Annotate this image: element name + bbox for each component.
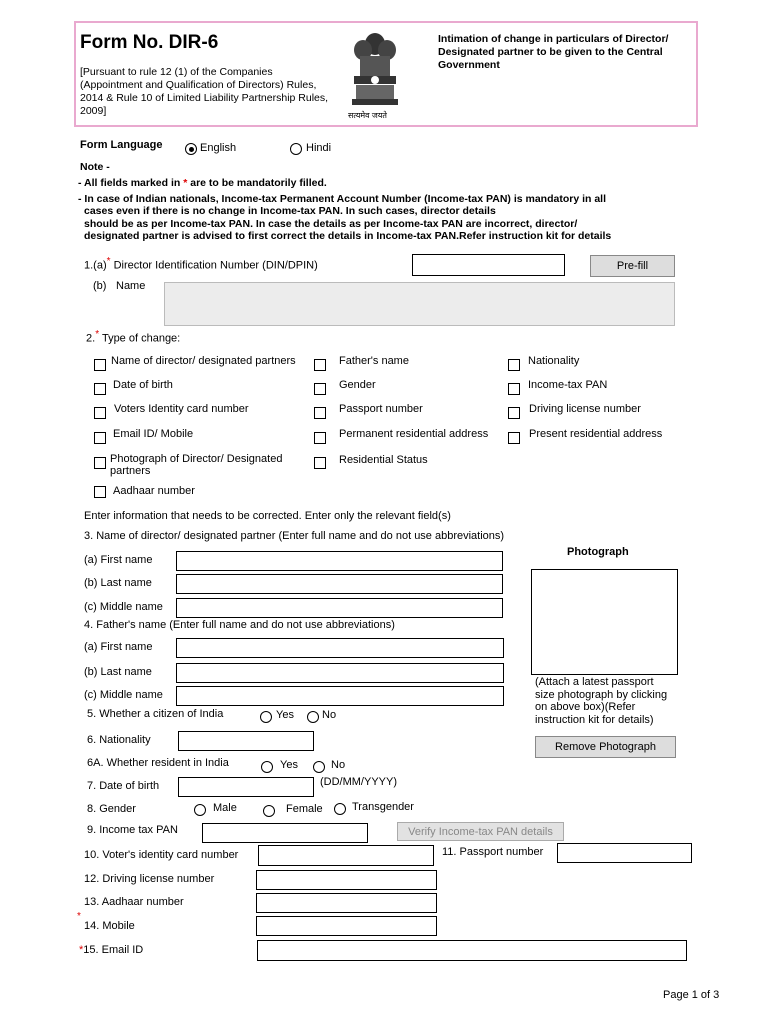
change-passport-label: Passport number — [339, 403, 423, 415]
q3-middle-name-input[interactable] — [176, 598, 503, 618]
note-mandatory-post: are to be mandatorily filled. — [187, 177, 327, 189]
note-line-5: designated partner is advised to first correct the details in Income-tax PAN.Refer instruction kit for details — [84, 230, 612, 242]
change-driving-label: Driving license number — [529, 403, 641, 415]
change-present-address-label: Present residential address — [529, 428, 663, 440]
aadhaar-input[interactable] — [256, 893, 437, 913]
q3-first-name-input[interactable] — [176, 551, 503, 571]
language-english-label: English — [200, 142, 237, 154]
form-language-label: Form Language — [80, 139, 163, 151]
resident-no-radio[interactable] — [313, 761, 325, 773]
emblem-motto: सत्यमेव जयते — [348, 111, 387, 120]
prefill-button[interactable]: Pre-fill — [590, 255, 675, 277]
q4-first-name-label: (a) First name — [84, 641, 153, 653]
q2-number: 2. — [86, 332, 96, 345]
change-gender-checkbox[interactable] — [314, 383, 326, 395]
gender-male-radio[interactable] — [194, 804, 206, 816]
verify-pan-button[interactable]: Verify Income-tax PAN details — [397, 822, 564, 841]
citizen-no-radio[interactable] — [307, 711, 319, 723]
q3-label: 3. Name of director/ designated partner (Enter full name and do not use abbreviations) — [84, 530, 505, 542]
change-email-checkbox[interactable] — [94, 432, 106, 444]
q13-label: 13. Aadhaar number — [84, 896, 184, 908]
din-input[interactable] — [412, 254, 565, 276]
change-pan-checkbox[interactable] — [508, 383, 520, 395]
q10-label: 10. Voter's identity card number — [84, 849, 239, 861]
resident-yes-radio[interactable] — [261, 761, 273, 773]
q7-label: 7. Date of birth — [87, 780, 160, 792]
change-pan-label: Income-tax PAN — [528, 379, 608, 391]
dob-input[interactable] — [178, 777, 314, 797]
driving-license-input[interactable] — [256, 870, 437, 890]
name-display-field — [164, 282, 675, 326]
resident-no-label: No — [331, 759, 346, 771]
required-star: * — [183, 177, 188, 189]
note-mandatory-pre: - All fields marked in — [78, 177, 184, 189]
form-number: Form No. DIR-6 — [80, 32, 219, 53]
change-residential-label: Residential Status — [339, 454, 428, 466]
mobile-input[interactable] — [256, 916, 437, 936]
change-residential-checkbox[interactable] — [314, 457, 326, 469]
required-star: * — [77, 911, 81, 922]
passport-input[interactable] — [557, 843, 692, 863]
q15-label — [79, 944, 143, 956]
photograph-note-line2: size photograph by clicking — [535, 688, 668, 701]
q4-first-name-input[interactable] — [176, 638, 504, 658]
q9-label: 9. Income tax PAN — [87, 824, 178, 836]
national-emblem-icon — [346, 30, 404, 122]
citizen-yes-radio[interactable] — [260, 711, 272, 723]
change-present-address-checkbox[interactable] — [508, 432, 520, 444]
q1b-number: (b) — [93, 280, 107, 292]
name-label: Name — [116, 280, 146, 292]
photograph-note-line1: (Attach a latest passport — [535, 676, 654, 688]
gender-transgender-radio[interactable] — [334, 803, 346, 815]
q2-label — [86, 329, 180, 345]
change-name-label: Name of director/ designated partners — [111, 355, 296, 367]
page-number: Page 1 of 3 — [663, 989, 720, 1001]
gender-male-label: Male — [213, 802, 237, 814]
change-dob-label: Date of birth — [113, 379, 173, 391]
change-father-checkbox[interactable] — [314, 359, 326, 371]
language-hindi-radio[interactable] — [290, 143, 302, 155]
nationality-input[interactable] — [178, 731, 314, 751]
required-star: * — [79, 944, 84, 956]
q12-label: 12. Driving license number — [84, 873, 215, 885]
photograph-title: Photograph — [567, 546, 629, 558]
change-nationality-label: Nationality — [528, 355, 580, 367]
gender-transgender-label: Transgender — [352, 801, 414, 813]
change-name-checkbox[interactable] — [94, 359, 106, 371]
change-photo-line2: partners — [110, 465, 151, 477]
q4-label: 4. Father's name (Enter full name and do not use abbreviations) — [84, 619, 395, 631]
q3-middle-name-label: (c) Middle name — [84, 601, 163, 613]
resident-yes-label: Yes — [280, 759, 298, 771]
change-driving-checkbox[interactable] — [508, 407, 520, 419]
q6-label: 6. Nationality — [87, 734, 151, 746]
language-hindi-label: Hindi — [306, 142, 332, 154]
q14-label: 14. Mobile — [84, 920, 135, 932]
citizen-no-label: No — [322, 709, 337, 721]
gender-female-radio[interactable] — [263, 805, 275, 817]
q4-last-name-label: (b) Last name — [84, 666, 152, 678]
change-gender-label: Gender — [339, 379, 376, 391]
photograph-note — [535, 676, 667, 726]
change-passport-checkbox[interactable] — [314, 407, 326, 419]
note-title: Note - — [80, 161, 110, 173]
enter-info-instruction: Enter information that needs to be corrected. Enter only the relevant field(s) — [84, 510, 451, 522]
language-english-radio[interactable] — [185, 143, 197, 155]
intimation-text: Intimation of change in particulars of Director/ Designated partner to be given to the Central Government — [438, 33, 669, 71]
q3-last-name-label: (b) Last name — [84, 577, 152, 589]
q1a-number: 1.(a) — [84, 259, 107, 272]
change-permanent-address-label: Permanent residential address — [339, 428, 489, 440]
voter-id-input[interactable] — [258, 845, 434, 866]
change-aadhaar-checkbox[interactable] — [94, 486, 106, 498]
change-permanent-address-checkbox[interactable] — [314, 432, 326, 444]
citizen-yes-label: Yes — [276, 709, 294, 721]
change-father-label: Father's name — [339, 355, 409, 367]
change-voter-label: Voters Identity card number — [114, 403, 249, 415]
change-nationality-checkbox[interactable] — [508, 359, 520, 371]
required-star: * — [106, 256, 111, 267]
required-star: * — [95, 329, 100, 340]
gender-female-label: Female — [286, 803, 323, 815]
change-photo-checkbox[interactable] — [94, 457, 106, 469]
pursuant-text: [Pursuant to rule 12 (1) of the Companies (Appointment and Qualification of Directors) Rules, 2014 & Rule 10 of Limited Liability Partnership Rules, 2009] — [80, 66, 329, 117]
q3-last-name-input[interactable] — [176, 574, 503, 594]
q11-label: 11. Passport number — [442, 846, 544, 858]
remove-photograph-button[interactable]: Remove Photograph — [535, 736, 676, 758]
q4-middle-name-input[interactable] — [176, 686, 504, 706]
photograph-note-line3: on above box)(Refer — [535, 701, 636, 713]
change-email-label: Email ID/ Mobile — [113, 428, 194, 440]
change-dob-checkbox[interactable] — [94, 383, 106, 395]
q3-first-name-label: (a) First name — [84, 554, 153, 566]
q4-middle-name-label: (c) Middle name — [84, 689, 163, 701]
q4-last-name-input[interactable] — [176, 663, 504, 683]
note-line-3: cases even if there is no change in Income-tax PAN. In such cases, director details — [84, 205, 496, 217]
q5-label: 5. Whether a citizen of India — [87, 708, 224, 720]
type-of-change-label: Type of change: — [101, 332, 181, 345]
change-voter-checkbox[interactable] — [94, 407, 106, 419]
note-line-4: should be as per Income-tax PAN. In case the details as per Income-tax PAN are incorrect, director/ — [84, 218, 578, 230]
email-label: 15. Email ID — [83, 944, 144, 956]
email-input[interactable] — [257, 940, 687, 961]
note-line-2: - In case of Indian nationals, Income-tax Permanent Account Number (Income-tax PAN) is mandatory in all — [78, 193, 607, 205]
change-aadhaar-label: Aadhaar number — [113, 485, 195, 497]
q6a-label: 6A. Whether resident in India — [87, 757, 229, 769]
dob-format-hint: (DD/MM/YYYY) — [320, 776, 397, 788]
photograph-upload-box[interactable] — [531, 569, 678, 675]
din-label: Director Identification Number (DIN/DPIN) — [113, 259, 318, 272]
note-mandatory — [78, 177, 327, 190]
q8-label: 8. Gender — [87, 803, 136, 815]
change-photo-label — [110, 453, 282, 477]
photograph-note-line4: instruction kit for details) — [535, 713, 654, 726]
pan-input[interactable] — [202, 823, 368, 843]
change-photo-line1: Photograph of Director/ Designated — [110, 453, 283, 465]
q1a-label — [84, 256, 318, 272]
